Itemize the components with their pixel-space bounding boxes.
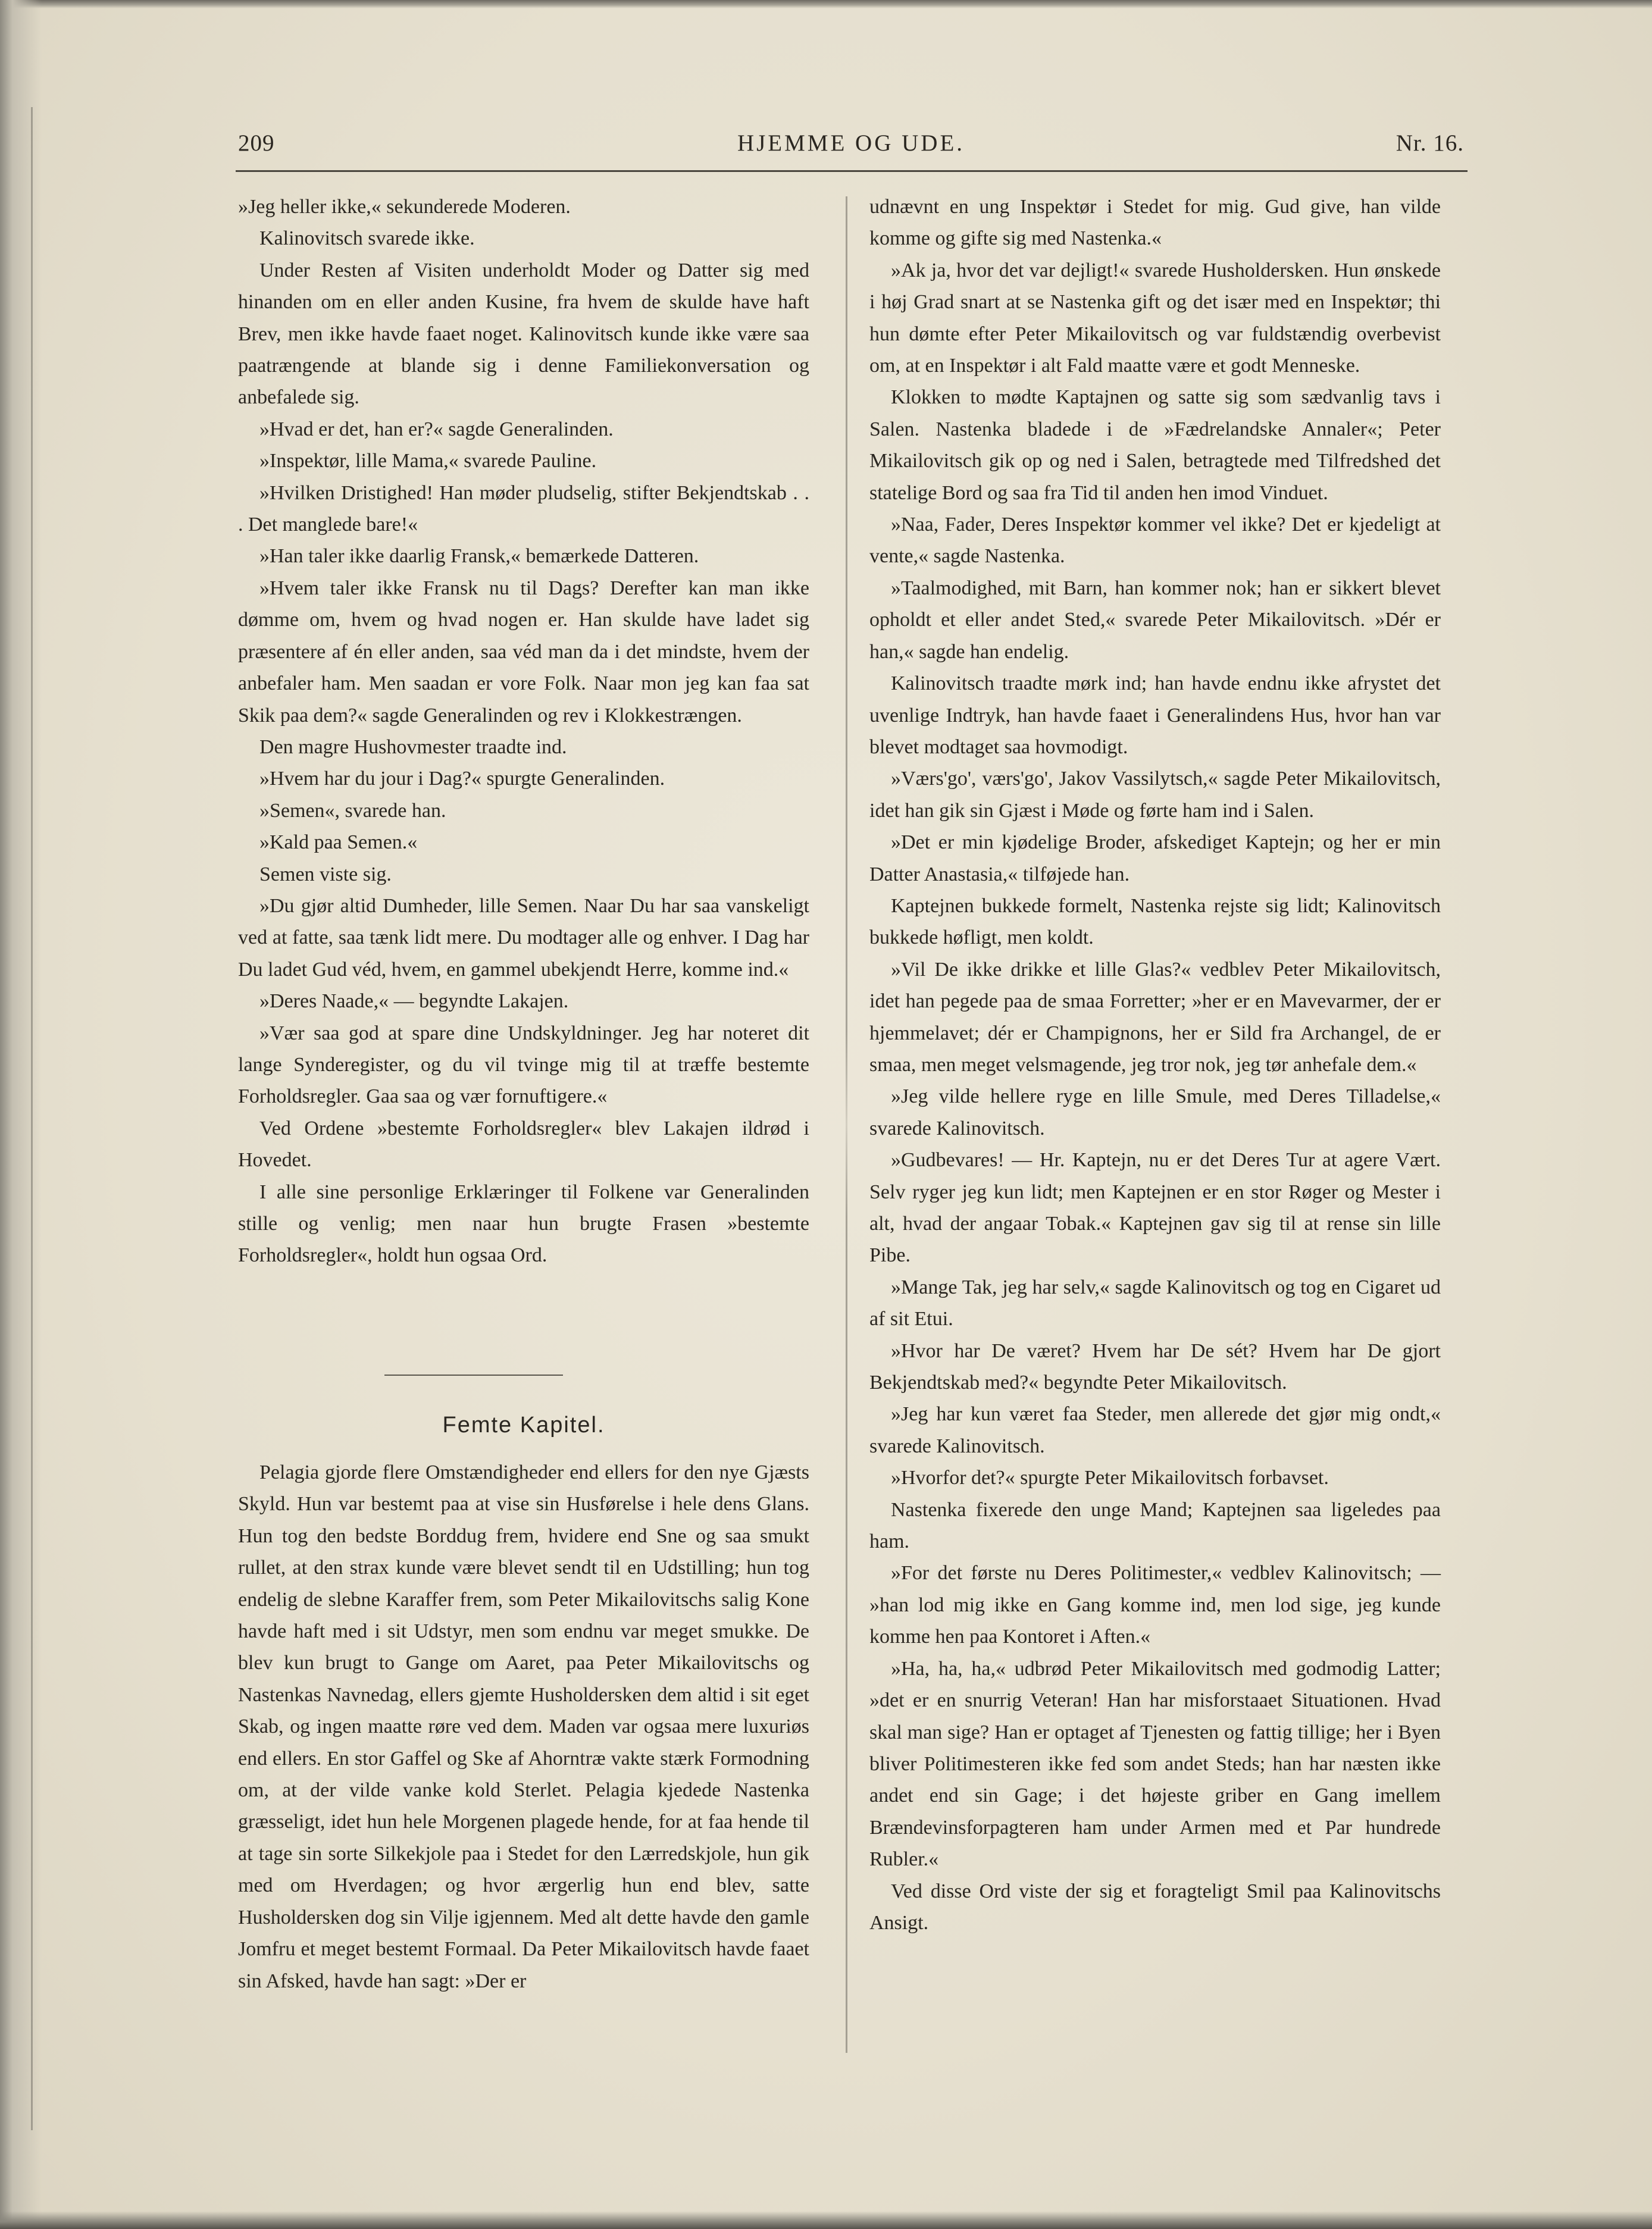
paragraph: »For det første nu Deres Politimester,« vedblev Kalinovitsch; — »han lod mig ikke en Gang komme ind, men lod sige, jeg kunde komme hen paa Kontoret i Aften.« [869, 1562, 1441, 1648]
binding-shadow [0, 0, 42, 2229]
left-column [238, 191, 809, 1272]
paragraph: »Hvem taler ikke Fransk nu til Dags? Derefter kan man ikke dømme om, hvem og hvad nogen er. Han skulde have ladet sig præsentere af én eller anden, saa véd man da i det mindste, hvem der anbefaler ham. Men saadan er vore Folk. Naar mon jeg kan faa sat Skik paa dem?« sagde Generalinden og rev i Klokkestrængen. [238, 577, 809, 727]
paragraph: Pelagia gjorde flere Omstændigheder end ellers for den nye Gjæsts Skyld. Hun var bestemt paa at vise sin Husførelse i hele dens Glans. Hun tog den bedste Borddug frem, hvidere end Sne og saa smukt rullet, at den strax kunde være blevet sendt til en Udstilling; hun tog endelig de slebne Karaffer frem, som Peter Mikailovitschs salig Kone havde haft med i sit Udstyr, men som endnu var meget smukke. De blev kun brugt to Gange om Aaret, paa Peter Mikailovitschs og Nastenkas Navnedag, ellers gjemte Husholdersken dem altid i sit eget Skab, og ingen maatte røre ved dem. Maden var ogsaa mere luxuriøs end ellers. En stor Gaffel og Ske af Ahorntræ vakte stærk Formodning om, at der vilde vanke kold Sterlet. Pelagia kjedede Nastenka græsseligt, idet hun hele Morgenen plagede hende, for at faa hende til at tage sin sorte Silkekjole paa i Stedet for den Lærredskjole, hun gik med om Hverdagen; og hvor ærgerlig hun end blev, satte Husholdersken dog sin Vilje igjennem. Med alt dette havde den gamle Jomfru et meget bestemt Formaal. Da Peter Mikailovitsch havde faaet sin Afsked, havde han sagt: »Der er [238, 1461, 809, 1992]
journal-title: HJEMME OG UDE. [737, 130, 965, 156]
paragraph: »Han taler ikke daarlig Fransk,« bemærkede Datteren. [259, 545, 699, 568]
paragraph: »Semen«, svarede han. [259, 799, 446, 822]
paragraph: »Ak ja, hvor det var dejligt!« svarede Husholdersken. Hun ønskede i høj Grad snart at se Nastenka gift og det især med en Inspektør; thi hun dømte efter Peter Mikailovitsch og var fuldstændig overbevist om, at en Inspektør i alt Fald maatte være et godt Menneske. [869, 259, 1441, 377]
header-rule [236, 170, 1468, 172]
paragraph: »Taalmodighed, mit Barn, han kommer nok; han er sikkert blevet opholdt et eller andet Sted,« svarede Peter Mikailovitsch. »Dér er han,« sagde han endelig. [869, 577, 1441, 663]
paragraph: Kalinovitsch traadte mørk ind; han havde endnu ikke afrystet det uvenlige Indtryk, han havde faaet i Generalindens Hus, hvor han var blevet modtaget saa hovmodigt. [869, 672, 1441, 758]
page-top-edge [0, 0, 1652, 8]
paragraph: Klokken to mødte Kaptajnen og satte sig som sædvanlig tavs i Salen. Nastenka bladede i de »Fædrelandske Annaler«; Peter Mikailovitsch gik op og ned i Salen, betragtede med Tilfredshed det statelige Bord og saa fra Tid til anden hen imod Vinduet. [869, 386, 1441, 504]
right-column [869, 191, 1441, 1939]
paragraph: »Hvorfor det?« spurgte Peter Mikailovitsch forbavset. [891, 1467, 1329, 1489]
paragraph: Ved Ordene »bestemte Forholdsregler« blev Lakajen ildrød i Hovedet. [238, 1117, 809, 1172]
paragraph: »Hvad er det, han er?« sagde Generalinden. [259, 418, 614, 440]
section-separator [384, 1375, 563, 1376]
binding-line [31, 107, 33, 2130]
chapter-heading: Femte Kapitel. [442, 1413, 605, 1438]
paragraph: »Kald paa Semen.« [259, 831, 418, 854]
page-number: 209 [238, 130, 275, 156]
paragraph: »Deres Naade,« — begyndte Lakajen. [259, 990, 569, 1013]
paragraph: Den magre Hushovmester traadte ind. [259, 735, 567, 758]
left-column-chapter-text [238, 1457, 809, 1997]
paragraph: »Inspektør, lille Mama,« svarede Pauline. [259, 450, 597, 472]
paragraph: »Ha, ha, ha,« udbrød Peter Mikailovitsch med godmodig Latter; »det er en snurrig Veteran! Han har misforstaaet Situationen. Hvad skal man sige? Han er optaget af Tjenesten og fattig tillige; her i Byen bliver Politimesteren ikke fed som andet Steds; han har næsten ikke andet end sin Gage; i det højeste griber en Gang imellem Brændevinsforpagteren ham under Armen med et Par hundrede Rubler.« [869, 1657, 1441, 1871]
paragraph: »Gudbevares! — Hr. Kaptejn, nu er det Deres Tur at agere Vært. Selv ryger jeg kun lidt; men Kaptejnen er en stor Røger og Mester i alt, hvad der angaar Tobak.« Kaptejnen gav sig til at rense sin lille Pibe. [869, 1149, 1441, 1267]
paragraph: Kaptejnen bukkede formelt, Nastenka rejste sig lidt; Kalinovitsch bukkede høfligt, men koldt. [869, 894, 1441, 949]
paragraph: Under Resten af Visiten underholdt Moder og Datter sig med hinanden om en eller anden Kusine, fra hvem de skulde have haft Brev, men ikke havde faaet noget. Kalinovitsch kunde ikke være saa paatrængende at blande sig i denne Familiekonversation og anbefalede sig. [238, 259, 809, 409]
paragraph: Ved disse Ord viste der sig et foragteligt Smil paa Kalinovitschs Ansigt. [869, 1880, 1441, 1934]
paragraph: »Vær saa god at spare dine Undskyldninger. Jeg har noteret dit lange Synderegister, og du vil tvinge mig til at træffe bestemte Forholdsregler. Gaa saa og vær fornuftigere.« [238, 1022, 809, 1108]
paragraph: »Jeg vilde hellere ryge en lille Smule, med Deres Tilladelse,« svarede Kalinovitsch. [869, 1085, 1441, 1139]
running-header [238, 130, 1464, 165]
paragraph: »Hvem har du jour i Dag?« spurgte Generalinden. [259, 768, 665, 790]
paragraph: Nastenka fixerede den unge Mand; Kaptejnen saa ligeledes paa ham. [869, 1498, 1441, 1553]
page-bottom-edge [0, 2211, 1652, 2229]
paragraph: »Jeg heller ikke,« sekunderede Moderen. [238, 196, 571, 218]
paragraph: »Du gjør altid Dumheder, lille Semen. Naar Du har saa vanskeligt ved at fatte, saa tænk lidt mere. Du modtager alle og enhver. I Dag har Du ladet Gud véd, hvem, en gammel ubekjendt Herre, komme ind.« [238, 894, 809, 981]
paragraph: »Naa, Fader, Deres Inspektør kommer vel ikke? Det er kjedeligt at vente,« sagde Nastenka. [869, 514, 1441, 568]
paragraph: Semen viste sig. [259, 863, 392, 885]
paragraph: udnævnt en ung Inspektør i Stedet for mig. Gud give, han vilde komme og gifte sig med Nastenka.« [869, 196, 1441, 250]
column-divider [846, 196, 847, 2053]
paragraph: »Jeg har kun været faa Steder, men allerede det gjør mig ondt,« svarede Kalinovitsch. [869, 1403, 1441, 1457]
paragraph: »Hvilken Dristighed! Han møder pludselig, stifter Bekjendtskab . . . Det manglede bare!« [238, 481, 809, 536]
paragraph: »Værs'go', værs'go', Jakov Vassilytsch,« sagde Peter Mikailovitsch, idet han gik sin Gjæst i Møde og førte ham ind i Salen. [869, 768, 1441, 822]
paragraph: »Det er min kjødelige Broder, afskediget Kaptejn; og her er min Datter Anastasia,« tilføjede han. [869, 831, 1441, 885]
paragraph: »Vil De ikke drikke et lille Glas?« vedblev Peter Mikailovitsch, idet han pegede paa de smaa Forretter; »her er en Mavevarmer, der er hjemmelavet; dér er Champignons, her er Sild fra Archangel, de er smaa, men meget velsmagende, jeg tror nok, jeg tør anhefale dem.« [869, 958, 1441, 1076]
paragraph: I alle sine personlige Erklæringer til Folkene var Generalinden stille og venlig; men naar hun brugte Frasen »bestemte Forholdsregler«, holdt hun ogsaa Ord. [238, 1181, 809, 1267]
paragraph: Kalinovitsch svarede ikke. [259, 227, 475, 250]
paragraph: »Hvor har De været? Hvem har De sét? Hvem har De gjort Bekjendtskab med?« begyndte Peter Mikailovitsch. [869, 1339, 1441, 1394]
issue-number: Nr. 16. [1396, 130, 1464, 156]
paragraph: »Mange Tak, jeg har selv,« sagde Kalinovitsch og tog en Cigaret ud af sit Etui. [869, 1276, 1441, 1330]
